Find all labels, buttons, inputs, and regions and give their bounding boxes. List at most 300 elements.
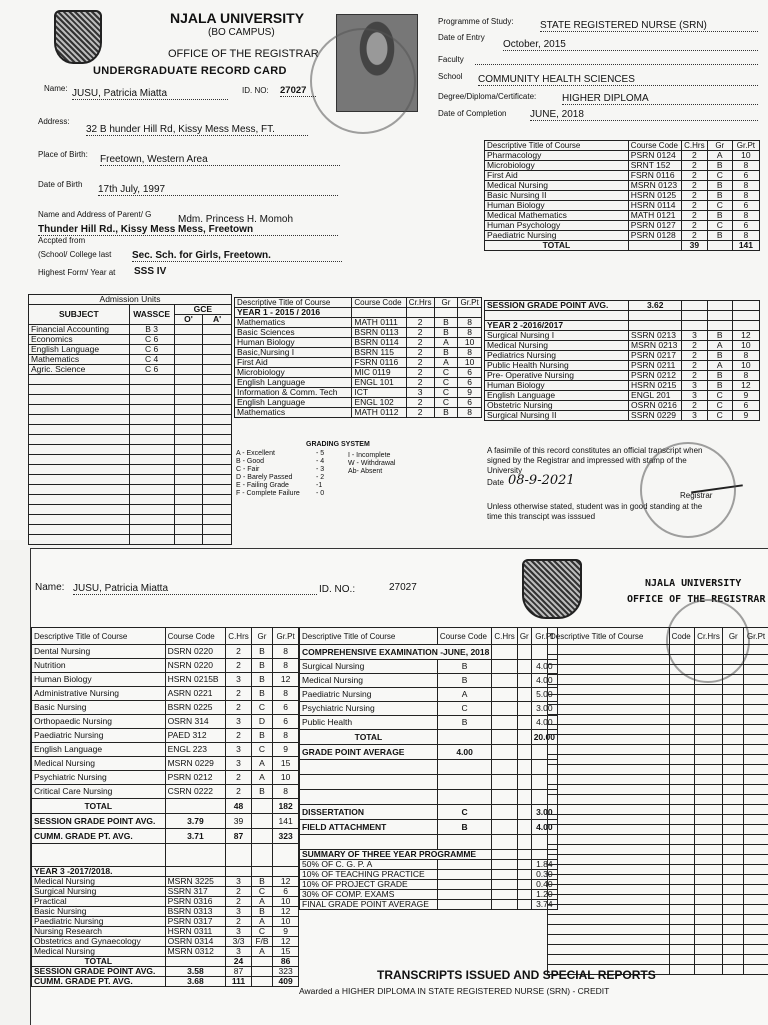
table-cell — [669, 745, 694, 755]
table-cell: 8 — [732, 231, 759, 241]
table-cell: C — [251, 743, 272, 757]
table-row — [32, 897, 299, 907]
table-cell — [174, 425, 203, 435]
table-row — [548, 775, 768, 785]
table-cell: 2 — [226, 729, 251, 743]
table-cell — [548, 765, 670, 775]
table-cell — [744, 735, 768, 745]
table-cell: 2 — [682, 211, 708, 221]
table-cell — [744, 865, 768, 875]
table-row — [32, 673, 299, 687]
table-cell — [744, 875, 768, 885]
table-cell: 6 — [458, 378, 482, 388]
table-row — [485, 221, 760, 231]
table-cell: C — [434, 388, 457, 398]
table-row — [548, 815, 768, 825]
grading-item — [236, 474, 356, 482]
admission-units-table — [28, 294, 232, 545]
table-cell — [517, 890, 531, 900]
table-cell: 8 — [458, 318, 482, 328]
table-cell: 2 — [406, 318, 434, 328]
table-cell: BSRN 0113 — [352, 328, 406, 338]
table-cell: 8 — [273, 785, 299, 799]
table-cell — [548, 875, 670, 885]
table-row — [548, 795, 768, 805]
table-cell: 15 — [273, 757, 299, 771]
table-cell: 2 — [682, 231, 708, 241]
table-cell — [694, 795, 723, 805]
table-cell — [723, 785, 744, 795]
table-cell — [669, 845, 694, 855]
table-cell — [744, 925, 768, 935]
grading-item — [236, 458, 356, 466]
col-header-title: Descriptive Title of Course — [485, 141, 629, 151]
table-cell — [744, 745, 768, 755]
table-cell — [203, 475, 232, 485]
table-cell — [174, 455, 203, 465]
table-cell: Psychiatric Nursing — [300, 702, 438, 716]
field-attachment-points: 4.00 — [531, 820, 557, 835]
table-cell: 6 — [732, 221, 759, 231]
grade-point: - 4 — [316, 458, 324, 466]
table-cell: 3 — [682, 331, 707, 341]
dissertation-grade: C — [437, 805, 492, 820]
table-row — [29, 505, 232, 515]
p2l-cgpa-value: 3.71 — [165, 829, 226, 844]
table-cell — [723, 745, 744, 755]
table-cell — [669, 855, 694, 865]
table-cell: 3 — [226, 907, 251, 917]
table-cell — [723, 645, 744, 655]
table-row — [485, 351, 760, 361]
table-cell: 0.40 — [531, 880, 557, 890]
table-cell — [29, 375, 130, 385]
table-row — [548, 835, 768, 845]
total-points: 141 — [732, 241, 759, 251]
table-cell: 8 — [273, 645, 299, 659]
table-cell — [669, 695, 694, 705]
table-row — [485, 331, 760, 341]
table-cell: MIC 0119 — [352, 368, 406, 378]
table-cell — [548, 785, 670, 795]
table-cell: 6 — [732, 171, 759, 181]
p2r-header-hrs: Cr.Hrs — [694, 628, 723, 645]
p2-id-label: ID. NO.: — [319, 585, 355, 595]
table-cell — [174, 405, 203, 415]
year3-title: YEAR 3 -2017/2018. — [32, 867, 166, 877]
table-cell — [129, 525, 174, 535]
table-cell — [548, 725, 670, 735]
comp-gpa-label: GRADE POINT AVERAGE — [300, 745, 438, 760]
table-cell — [548, 715, 670, 725]
table-cell: 8 — [732, 371, 759, 381]
table-row — [548, 955, 768, 965]
grading-code: I - Incomplete — [348, 452, 468, 460]
table-cell — [174, 355, 203, 365]
field-attachment-grade: B — [437, 820, 492, 835]
table-cell — [669, 725, 694, 735]
facsimile-line3: University — [487, 466, 522, 476]
table-cell — [29, 425, 130, 435]
grading-item — [236, 482, 356, 490]
table-cell — [744, 655, 768, 665]
table-cell: ENGL 201 — [629, 391, 682, 401]
table-row — [32, 877, 299, 887]
table-cell: 10 — [732, 151, 759, 161]
table-cell — [723, 865, 744, 875]
table-cell: C — [251, 927, 272, 937]
year1-course-table — [234, 297, 482, 418]
table-cell — [744, 685, 768, 695]
table-cell: 10 — [273, 897, 299, 907]
table-cell — [723, 655, 744, 665]
table-row — [29, 465, 232, 475]
p2l-cgpa-label: CUMM. GRADE PT. AVG. — [32, 829, 166, 844]
table-cell: C — [434, 368, 457, 378]
grade-point: - 2 — [316, 474, 324, 482]
table-cell — [744, 695, 768, 705]
table-cell: B — [434, 328, 457, 338]
table-row — [29, 475, 232, 485]
table-cell — [203, 425, 232, 435]
table-row — [235, 388, 482, 398]
grading-codes — [348, 452, 468, 476]
table-cell: B — [434, 408, 457, 418]
table-row — [548, 915, 768, 925]
table-cell: Nursing Research — [32, 927, 166, 937]
table-cell: B — [707, 211, 732, 221]
form-label: Highest Form/ Year at — [38, 268, 115, 278]
table-cell: Paediatric Nursing — [300, 688, 438, 702]
table-cell: OSRN 0314 — [165, 937, 226, 947]
table-cell: Basic Nursing — [32, 907, 166, 917]
table-cell — [548, 675, 670, 685]
table-row — [235, 318, 482, 328]
p2r-header-grade: Gr — [723, 628, 744, 645]
table-row — [485, 201, 760, 211]
table-cell — [669, 955, 694, 965]
table-cell — [548, 865, 670, 875]
table-cell: C 6 — [129, 335, 174, 345]
table-cell: 3 — [226, 877, 251, 887]
col-header-code: Course Code — [628, 141, 681, 151]
table-cell: Paediatric Nursing — [485, 231, 629, 241]
table-cell — [492, 870, 517, 880]
table-cell — [723, 735, 744, 745]
table-cell — [669, 935, 694, 945]
table-row — [485, 371, 760, 381]
table-row — [32, 947, 299, 957]
last-school-value: Sec. Sch. for Girls, Freetown. — [132, 250, 342, 262]
table-cell: NSRN 0220 — [165, 659, 226, 673]
table-cell: 6 — [458, 398, 482, 408]
table-cell — [203, 345, 232, 355]
table-row — [548, 845, 768, 855]
table-cell: Surgical Nursing II — [485, 411, 629, 421]
table-cell — [129, 515, 174, 525]
table-cell: 6 — [273, 715, 299, 729]
p2l-total-label: TOTAL — [32, 799, 166, 814]
table-cell: 2 — [226, 897, 251, 907]
table-cell: B — [707, 351, 732, 361]
table-cell: B — [251, 907, 272, 917]
table-cell: Agric. Science — [29, 365, 130, 375]
table-cell — [548, 775, 670, 785]
table-row — [235, 398, 482, 408]
p2l-header-grade: Gr — [251, 628, 272, 645]
table-cell: B — [251, 687, 272, 701]
name-label: Name: — [44, 84, 68, 94]
table-cell — [669, 885, 694, 895]
address-label: Address: — [38, 117, 70, 127]
degree-value: HIGHER DIPLOMA — [562, 93, 758, 105]
table-cell — [203, 455, 232, 465]
table-cell: 2 — [682, 151, 708, 161]
table-row — [548, 745, 768, 755]
table-cell: 2 — [682, 221, 708, 231]
table-cell — [723, 755, 744, 765]
table-cell: Medical Nursing — [32, 877, 166, 887]
p2l-header-hrs: C.Hrs — [226, 628, 251, 645]
table-cell — [723, 775, 744, 785]
table-cell — [548, 745, 670, 755]
table-cell — [548, 755, 670, 765]
p2r-header-code: Code — [669, 628, 694, 645]
table-row — [32, 645, 299, 659]
table-row — [29, 435, 232, 445]
table-cell: C 6 — [129, 345, 174, 355]
table-cell — [694, 655, 723, 665]
table-cell — [723, 925, 744, 935]
table-row — [300, 880, 558, 890]
table-row — [485, 231, 760, 241]
table-cell — [694, 755, 723, 765]
table-cell: B — [251, 729, 272, 743]
dissertation-points: 3.00 — [531, 805, 557, 820]
table-cell — [744, 705, 768, 715]
table-cell — [723, 705, 744, 715]
table-cell: 2 — [682, 191, 708, 201]
table-cell: English Language — [235, 398, 352, 408]
table-cell — [174, 395, 203, 405]
table-cell — [129, 405, 174, 415]
table-cell — [723, 945, 744, 955]
table-cell: 1.20 — [531, 890, 557, 900]
table-cell: Obstetrics and Gynaecology — [32, 937, 166, 947]
table-cell — [694, 805, 723, 815]
table-cell: Medical Nursing — [32, 947, 166, 957]
table-row — [235, 328, 482, 338]
grade-label: D - Barely Passed — [236, 474, 292, 481]
table-cell — [694, 845, 723, 855]
table-row — [548, 945, 768, 955]
table-cell — [694, 725, 723, 735]
y1-header-title: Descriptive Title of Course — [235, 298, 352, 308]
table-cell: PSRN 0211 — [629, 361, 682, 371]
p2m-header-points: Gr.Pt — [531, 628, 557, 645]
facsimile-line1: A fasimile of this record constitutes an official transcript when — [487, 446, 703, 456]
table-cell: 2 — [226, 687, 251, 701]
table-cell: 12 — [273, 877, 299, 887]
table-cell — [694, 815, 723, 825]
grade-label: A - Excellent — [236, 450, 275, 457]
table-cell: 2 — [406, 368, 434, 378]
year2-course-table — [484, 300, 760, 421]
table-cell: 2 — [682, 371, 707, 381]
grading-code: W - Withdrawal — [348, 460, 468, 468]
table-cell — [669, 805, 694, 815]
table-cell: B — [707, 331, 732, 341]
table-cell: A — [251, 771, 272, 785]
pob-label: Place of Birth: — [38, 150, 88, 160]
table-cell: Public Health Nursing — [485, 361, 629, 371]
p2-student-name: JUSU, Patricia Miatta — [73, 583, 317, 595]
table-cell: 8 — [732, 181, 759, 191]
p2r-header-title: Descriptive Title of Course — [548, 628, 670, 645]
table-cell — [669, 825, 694, 835]
table-row — [485, 401, 760, 411]
table-cell: PSRN 0127 — [628, 221, 681, 231]
table-cell — [548, 885, 670, 895]
table-cell — [203, 395, 232, 405]
table-row — [235, 368, 482, 378]
table-cell: English Language — [32, 743, 166, 757]
table-cell: 6 — [458, 368, 482, 378]
table-cell: BSRN 115 — [352, 348, 406, 358]
table-cell — [203, 375, 232, 385]
table-cell — [694, 935, 723, 945]
table-cell — [492, 674, 517, 688]
wassce-header: WASSCE — [129, 305, 174, 325]
table-cell — [203, 355, 232, 365]
grade-label: B - Good — [236, 458, 264, 465]
parent-address: Thunder Hill Rd., Kissy Mess Mess, Freetown — [38, 224, 338, 236]
dob-label: Date of Birth — [38, 180, 82, 190]
table-cell — [669, 675, 694, 685]
table-cell — [723, 955, 744, 965]
table-cell: 2 — [682, 171, 708, 181]
table-row — [548, 785, 768, 795]
table-cell — [203, 415, 232, 425]
a-level-header: A' — [203, 315, 232, 325]
table-cell — [548, 895, 670, 905]
table-cell: BSRN 0114 — [352, 338, 406, 348]
table-row — [548, 695, 768, 705]
table-cell: F/B — [251, 937, 272, 947]
table-cell: B — [707, 231, 732, 241]
table-cell — [694, 945, 723, 955]
table-cell — [129, 445, 174, 455]
office-title: OFFICE OF THE REGISTRAR — [168, 48, 319, 60]
table-row — [300, 870, 558, 880]
table-row — [29, 485, 232, 495]
entry-label: Date of Entry — [438, 33, 485, 43]
table-row — [32, 743, 299, 757]
table-cell — [694, 895, 723, 905]
table-cell — [744, 805, 768, 815]
grading-list — [236, 450, 356, 498]
table-cell — [548, 665, 670, 675]
accepted-label: Accpted from — [38, 236, 85, 246]
y1-header-points: Gr.Pt — [458, 298, 482, 308]
table-row — [548, 665, 768, 675]
table-cell — [723, 915, 744, 925]
table-cell — [129, 425, 174, 435]
table-cell: 3 — [682, 411, 707, 421]
table-cell: First Aid — [235, 358, 352, 368]
table-cell: ICT — [352, 388, 406, 398]
y3-sgpa-hours: 87 — [226, 967, 251, 977]
table-cell: 2 — [406, 348, 434, 358]
table-cell: B — [707, 371, 732, 381]
table-cell — [174, 445, 203, 455]
y3-sgpa-points: 323 — [273, 967, 299, 977]
table-cell: 2 — [226, 701, 251, 715]
table-cell — [129, 465, 174, 475]
table-cell: 30% OF COMP. EXAMS — [300, 890, 438, 900]
table-row — [548, 855, 768, 865]
grade-label: E - Failing Grade — [236, 482, 289, 489]
table-cell: 2 — [682, 341, 707, 351]
y3-total-hours: 24 — [226, 957, 251, 967]
table-cell — [548, 825, 670, 835]
table-cell — [29, 485, 130, 495]
table-cell: Orthopaedic Nursing — [32, 715, 166, 729]
table-cell: 8 — [732, 191, 759, 201]
table-cell: PSRN 0217 — [629, 351, 682, 361]
table-cell: A — [707, 151, 732, 161]
table-cell — [694, 955, 723, 965]
table-cell: MSRN 0229 — [165, 757, 226, 771]
table-cell — [669, 895, 694, 905]
table-cell: Medical Nursing — [485, 341, 629, 351]
table-row — [29, 515, 232, 525]
table-cell: Pediatrics Nursing — [485, 351, 629, 361]
table-cell — [694, 855, 723, 865]
award-statement: Awarded a HIGHER DIPLOMA IN STATE REGISTERED NURSE (SRN) - CREDIT — [299, 986, 609, 996]
table-cell: C — [707, 201, 732, 211]
id-label: ID. NO: — [242, 86, 269, 96]
address-value: 32 B hunder Hill Rd, Kissy Mess Mess, FT. — [86, 124, 308, 136]
table-cell — [744, 715, 768, 725]
table-row — [32, 927, 299, 937]
table-cell: Surgical Nursing — [32, 887, 166, 897]
table-cell: 3 — [226, 743, 251, 757]
y3-cgpa-hours: 111 — [226, 977, 251, 987]
table-cell: C — [707, 411, 732, 421]
table-cell: Mathematics — [29, 355, 130, 365]
table-cell: Surgical Nursing — [300, 660, 438, 674]
table-row — [29, 325, 232, 335]
table-cell: 12 — [273, 673, 299, 687]
university-name: NJALA UNIVERSITY — [170, 10, 304, 26]
completion-value: JUNE, 2018 — [530, 109, 758, 121]
table-cell: 2 — [226, 659, 251, 673]
table-cell — [437, 860, 492, 870]
table-cell — [669, 875, 694, 885]
table-cell: 3 — [682, 381, 707, 391]
grade-point: - 5 — [316, 450, 324, 458]
table-cell — [29, 515, 130, 525]
table-cell — [694, 775, 723, 785]
table-cell: A — [707, 361, 732, 371]
table-cell — [744, 725, 768, 735]
y1-title: YEAR 1 - 2015 / 2016 — [235, 308, 352, 318]
table-cell: 8 — [458, 408, 482, 418]
year1-semester2-table — [484, 140, 760, 251]
comp-total-value: 20.00 — [531, 730, 557, 745]
table-cell — [29, 415, 130, 425]
